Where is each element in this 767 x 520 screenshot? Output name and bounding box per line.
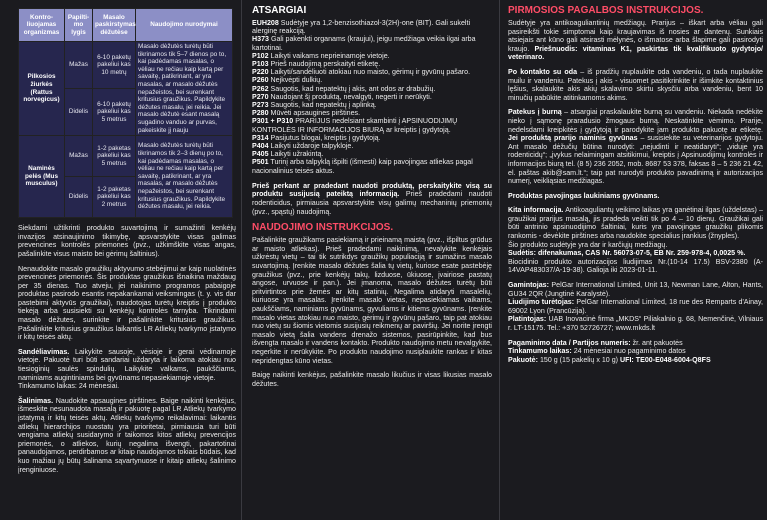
hazard-statement <box>252 158 492 174</box>
pet-ingestion-text: – susisiekite su veterinarijos gydytoju. Ant masalo dėžučių būtina nurodyti: „nejudinti ir neatidaryti“; „viduje yra rodenticidų“; „įvykus nelaimingam atsitikimui, kreiptis į Apsinuodijimų kontrolės ir informacijos biurą tel. (8 5) 236 2052, mob. 8687 53 378, faksas 8 – 5 236 21 42, el. paštas akib@sam.lt.“; taip pat nurodyti produkto pavadinimą ir autorizacijos numerį, veikliąsias medžiagas. <box>508 134 763 186</box>
table-header: Kontro-liuojamas organizmas <box>19 9 65 42</box>
disposal-paragraph <box>18 397 236 474</box>
distributor-text: UAB Inovacinė firma „MKDS“ Piliakalnio g. 68, Nemenčinė, Vilniaus r. LT-15175. Tel.: +370 52726727; www.mkds.lt <box>508 315 763 332</box>
storage-paragraph <box>18 348 236 391</box>
table-header: Naudojimo nurodymai <box>136 9 233 42</box>
level-cell: Mažas <box>65 136 93 177</box>
statement-text: Saugotis, kad nepatektų į aplinką. <box>268 101 377 110</box>
statement-code: P103 <box>252 60 269 69</box>
hazard-statement <box>252 150 492 158</box>
statement-text: Nejkvėpti dulkių. <box>268 76 323 85</box>
statement-code: P404 <box>252 142 269 151</box>
hazard-statement <box>252 142 492 150</box>
manufacturer-text: PelGar International Limited, Unit 13, Newman Lane, Alton, Hants, GU34 2QR (Jungtinė Karalystė). <box>508 281 763 298</box>
column-right <box>502 0 767 520</box>
species-cell: Naminės pelės (Mus musculus) <box>19 136 65 218</box>
antidote-text: Priešnuodis: vitaminas K1, paskirtas tik kvalifikuoto gydytojo/ veterinaro. <box>508 44 763 62</box>
statement-code: P262 <box>252 84 269 93</box>
ingestion-paragraph <box>508 108 763 185</box>
batch-value: žr. ant pakuotės <box>630 338 683 347</box>
table-header: Masalo paskirstymas dėžutėse <box>93 9 136 42</box>
distribution-cell: 1-2 paketas pakeliui kas 5 metrus <box>93 136 136 177</box>
batch-label: Pagaminimo data / Partijos numeris: <box>508 338 631 347</box>
first-aid-intro <box>508 19 763 62</box>
hazard-statement <box>252 76 492 84</box>
wildlife-warning-text: Produktas pavojingas laukiniams gyvūnams. <box>508 191 660 200</box>
composition-text: Sudėtis: difenakumas, CAS Nr. 56073-07-5, EB Nr. 259-978-4, 0,0025 %. <box>508 249 746 258</box>
other-info-heading: Kita informacija. <box>508 206 564 215</box>
wildlife-warning <box>508 192 763 201</box>
instructions-paragraph: Pašalinkite graužikams pasiekiamą ir prieinamą maistą (pvz., išpiltus grūdus ar maisto atliekas). Prieš pradedami naikinimą, nevalykite kenkėjais užkrėstų vietų – tai tik sutrikdys graužikų populiaciją ir sumažins masalo suvartojimą. Įrenkite masalo dėžutes šalia tų vietų, kuriose esate pastebėję graužikus (pvz., prie kenkėjų takų, lizduose, ūkiuose, įvairiose pastatų angose, urvuose ir pan.). Jei įmanoma, masalo dėžutes turėtų būti pritvirtintos prie žemės ar kitų statinių. Negalima atidaryti masalėlių, kuriuose yra masalas. Įrenkite masalo vietas, nepasiekiamas vaikams, paukščiams, naminiams gyvūnams, gyvuliams ir kitiems gyvūnams. Įrenkite masalo vietas atokiau nuo maisto, gėrimų ir gyvūnų pašaro, taip pat atokiau nuo vietų su šiomis vietomis susijusių reikmenų ar paviršių. Jei norite įrengti masalo vietą šalia vandens drenažo sistemos, pasirūpinkite, kad bus išvengta masalo ir vandens kontakto. Produkto naudojimo metu nevalgykite, negerkite ir nerūkykite. Po produkto naudojimo nusiplaukite rankas ir kitas nepridengtas kūno vietas. <box>252 236 492 365</box>
disposal-text: Naudokite apsaugines pirštines. Baige naikinti kenkėjus, išmeskite nesunaudota masalą ir pakuotę pagal LR Atliekų tvarkymo įstatymą ir kitų teisės aktų. Atliekų tvarkymo reikalavimai: laikantis atliekų hierarchijos nuostatų yra prioritetai, pirmiausia turi būti vengiama atliekų susidarymo ir taikomos kitos atliekų prevencijos priemonės, o atliekos, kurių negalima išvengti, pakartotinai panaudojamos, perdirbamos ar kitaip naudojamos tokiais būdais, kad kuo mažiau jų būtų šalinama sąvartynuose ir kitaip atliekų šalinimo įrenginiuose. <box>18 396 236 474</box>
method-cell: Masalo dėžutės turėtų būti tikrinamos tik 5–7 dienos po to, kai padėdamas masalas, o vėliau ne rečiau kaip kartą per savaitę, patikrinant, ar yra masalas, ar masalo dėžutės nepažeistos, bei surenkant kritusius graužikus. Papildykite dėžutes masalu, jei reikia. Jei masalo dėžutė esant masalą sugadino vanduo ar purvas, pakeiskite jį nauju <box>136 42 233 136</box>
statement-code: P405 <box>252 150 269 159</box>
statement-text: Mūvėti apsaugines pirštines. <box>268 109 361 118</box>
table-header: Papilti-mo lygis <box>65 9 93 42</box>
statement-code: EUH208 <box>252 19 279 27</box>
column-divider <box>241 0 242 520</box>
first-aid-heading: PIRMOSIOS PAGALBOS INSTRUKCIJOS. <box>508 5 704 16</box>
column-middle <box>244 0 496 520</box>
statement-code: P501 <box>252 158 269 167</box>
holder-text: PelGar International Limited, 18 rue des Remparts d'Ainay, 69002 Lyon (Prancūzija). <box>508 298 763 315</box>
hazard-statement <box>252 117 492 133</box>
species-cell: Pilkosios žiurkės (Rattus norvegicus) <box>19 42 65 136</box>
shelf-life-value: 24 mėnesiai nuo pagaminimo datos <box>571 347 686 356</box>
skin-contact-heading: Po kontakto su oda <box>508 67 578 76</box>
package-value: 150 g (15 pakelių x 10 g) <box>537 355 619 364</box>
packaging-info <box>508 339 763 365</box>
statement-code: P260 <box>252 76 269 85</box>
warning-bold: Prieš perkant ar pradedant naudoti produktą, perskaitykite visą su produktu susijusią pateiktą informaciją. <box>252 181 492 199</box>
manufacturer-heading: Gamintojas: <box>508 281 549 290</box>
statement-text: Prieš naudojimą perskaityti etiketę. <box>268 60 381 69</box>
hazard-statement <box>252 35 492 51</box>
statement-code: P270 <box>252 92 269 101</box>
statement-code: P102 <box>252 51 269 60</box>
hazard-statement <box>252 19 492 35</box>
level-cell: Didelis <box>65 177 93 218</box>
hazard-statement <box>252 109 492 117</box>
statement-code: P314 <box>252 133 269 142</box>
statement-text: Turinį arba talpyklą išpilti (išmesti) kaip pavojingas atliekas pagal nacionalinius teisės aktus. <box>252 158 473 175</box>
statement-text: PRARIJUS nedelsiant skambinti į APSINUODIJIMŲ KONTROLĖS IR INFORMACIJOS BIURĄ ar kreiptis į gydytoją. <box>252 117 458 134</box>
holder-heading: Liudijimo turėtojas: <box>508 298 575 307</box>
statement-text: Laikyti užrakintą. <box>268 150 324 159</box>
disposal-heading: Šalinimas. <box>18 396 54 405</box>
statement-text: Laikyti vaikams neprieinamoje vietoje. <box>268 51 390 60</box>
distribution-cell: 1-2 paketas pakeliui kas 2 metrus <box>93 177 136 218</box>
statement-text: Laikyti uždaroje talpykloje. <box>268 142 354 151</box>
ingestion-heading: Patekus į burną <box>508 108 562 117</box>
column-left <box>0 0 240 520</box>
level-cell: Didelis <box>65 89 93 136</box>
hazard-statement <box>252 52 492 60</box>
statement-text: Laikyti/sandėliuoti atokiau nuo maisto, gėrimų ir gyvūnų pašaro. <box>268 68 471 77</box>
bitter-substance-text: Šio produkto sudėtyje yra dar ir karčiųjų medžiagų. <box>508 240 668 249</box>
shelf-life-text: Tinkamumo laikas: 24 mėnesiai. <box>18 382 120 391</box>
pet-ingestion-heading: Jei produktą prarijo naminis gyvūnas <box>508 134 638 143</box>
statement-code: P273 <box>252 101 269 110</box>
hazard-statement <box>252 68 492 76</box>
other-info-text: Antikoaguliantų veikimo laikas yra ganėtinai ilgas (uždelstas) – graužikai prarijus masalą, jis pradeda veikti tik po 4 – 10 dienų. Graužikai gali būti antrinio apsinuodijimo šaltiniai, kuris yra pavojingas graužikų plikomis rankomis - dėvėkite pirštines arba naudokite specialius įrankius (žnyples). <box>508 206 763 241</box>
statement-text: Gali pakenkti organams (kraujui), jeigu medžiaga veikia ilgai arba kartotinai. <box>252 35 476 52</box>
statement-text: Saugotis, kad nepatektų į akis, ant odos ar drabužių. <box>268 84 436 93</box>
other-info-paragraph <box>508 206 763 275</box>
skin-contact-paragraph <box>508 68 763 102</box>
statement-code: P301 + P310 <box>252 117 294 126</box>
dosage-table <box>18 8 233 218</box>
method-cell: Masalo dėžutės turėtų būti tikrinamos tik 2–3 dienų po to, kai padėdamas masalas, o vėliau ne rečiau kaip kartą per savaitę, patikrinant, ar yra masalas, ar masalo dėžutės nepažeistos, bei surenkant kritusius graužikus. Papildykite dėžutes masalu, jei reikia. <box>136 136 233 218</box>
distribution-cell: 6-10 paketų pakeliui kas 5 metrus <box>93 89 136 136</box>
hazard-statement <box>252 60 492 68</box>
statement-code: P220 <box>252 68 269 77</box>
hazard-statement <box>252 85 492 93</box>
instructions-final: Baigę naikinti kenkėjus, pašalinkite masalo likučius ir visas likusias masalo dėžutes. <box>252 371 492 388</box>
usage-paragraph: Nenaudokite masalo graužikų aktyvumo stebėjimui ar kaip nuolatinės prevencinės priemonės. Šis produktas graužikus išnaikina maždaug per 35 dienas. Tuo atveju, jei naikinimo programos pabaigoje produktas pasirodo esantis nepakankamai veiksmingas (t. y. vis dar pastebimi aktyvūs graužikai), naudotojas turėtų kreiptis į produkto tiekėją arba susisiekti su kenkėjų kontrolės tarnyba. Tikrindami masalo dėžutes, surinkite ir pašalinkite kritusius graužikus. Pašalinkite kritusius graužikus laikantis LR Atliekų tvarkymo įstatymo ir kitų teisės aktų. <box>18 264 236 342</box>
authorization-text: Biocidinio produkto autorizacijos liudijimas Nr.(10-14 17.5) BSV-2380 (A-14VAP483037/A-19-38). Galioja iki 2023-01-11. <box>508 257 763 275</box>
column-divider <box>499 0 500 520</box>
skin-contact-text: – iš pradžių nuplaukite oda vandeniu, o tada nuplaukite muilu ir vandeniu. Patekus į akis - visuomet pasitikrinkite ir išimkite kontaktinius lęšius, skalaukite akis akių skalavimo skirtu skysčiu arba vandeniu, bent 10 minučių pabūkite atitinkamoms akims. <box>508 67 763 102</box>
storage-text: Laikykite sausoje, vėsioje ir gerai vėdinamoje vietoje. Pakuotė turi būti sandariai uždaryta ir laikoma atokiau nuo tiesioginių saulės spindulių. Laikykite valkams, paukščiams, naminiams augintiniams bei gyvūnams nepasiekiamoje vietoje. <box>18 347 236 382</box>
package-label: Pakuotė: <box>508 355 538 364</box>
hazard-statement <box>252 101 492 109</box>
manufacturer-paragraph <box>508 281 763 333</box>
ufi-code: UFI: TE00-E048-6004-Q8FS <box>618 355 711 364</box>
caution-heading: ATSARGIAI <box>252 5 307 16</box>
statement-text: Naudojant šį produktą, nevalgyti, negerti ir nerūkyti. <box>268 92 432 101</box>
distribution-cell: 6-10 paketų pakeliui kas 10 metrų <box>93 42 136 89</box>
storage-heading: Sandėliavimas. <box>18 347 70 356</box>
hazard-statements <box>252 19 492 175</box>
level-cell: Mažas <box>65 42 93 89</box>
shelf-life-label: Tinkamumo laikas: <box>508 347 572 356</box>
distributor-heading: Platintojas: <box>508 315 547 324</box>
statement-code: H373 <box>252 35 269 44</box>
hazard-statement <box>252 134 492 142</box>
statement-text: Pasijutus blogai, kreiptis į gydytoją. <box>268 133 381 142</box>
first-aid-text: Sudėtyje yra antikoaguliantinių medžiagų. Prarijus – iškart arba vėliau gali pasireikšti tokie simptomai kaip kraujavimas iš nosies ar dantenų. Sunkiais atsiejais ant kūno gali atsirasti mėlynės, o išmatose arba šlapime gali pasirodyti kraujo. <box>508 19 763 53</box>
prevention-paragraph: Siekdami užtikrinti produkto suvartojimą ir sumažinti kenkėjų invazijos atsinaujinimo tikimybę, apsvarstykite visas galimas prevencines kontrolės priemones (pvz., užkimškite visas angas, pašalinkite visus maisto bei gėrimų šaltinius). <box>18 224 236 258</box>
instructions-heading: NAUDOJIMO INSTRUKCIJOS. <box>252 222 394 234</box>
statement-code: P280 <box>252 109 269 118</box>
hazard-statement <box>252 93 492 101</box>
statement-text: Sudėtyje yra 1,2-benzisothiazol-3(2H)-one (BIT). Gali sukelti alerginę reakciją. <box>252 19 471 36</box>
warning-text: Prieš pradedami naudoti rodenticidus, pirmiausia apsvarstykite visų galimų mechaninių priemonių (pvz., spąstų) naudojimą. <box>252 190 492 216</box>
warning-paragraph <box>252 182 492 216</box>
ingestion-text: – atsargiai praskalaukite burną su vandeniu. Niekada nedėkite nieko į sąmonę praradusio žmogaus burną. Neskatinkite vėmimo. Prarije, nedelsdami kreipkitės į gydytoją ir parodykite jam produkto pakuotę ar etiketę. <box>508 108 763 134</box>
